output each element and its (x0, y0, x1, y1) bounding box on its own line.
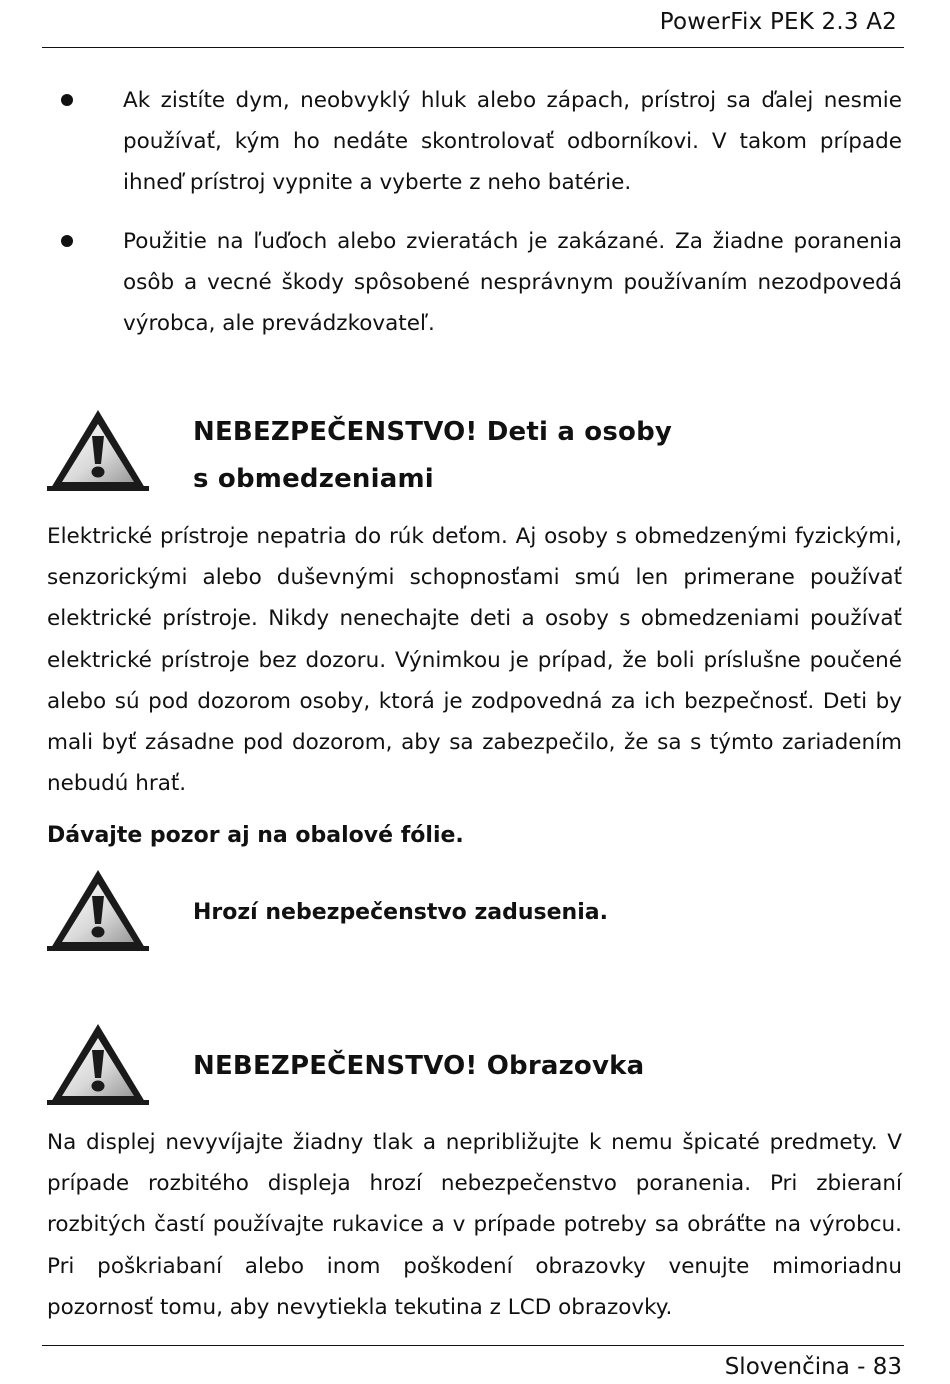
page-footer-label: Slovenčina - 83 (724, 1354, 902, 1380)
section-heading-children (193, 409, 672, 503)
heading-line: s obmedzeniami (193, 464, 434, 494)
section-heading-screen: NEBEZPEČENSTVO! Obrazovka (193, 1051, 645, 1081)
suffocation-warning: Hrozí nebezpečenstvo zadusenia. (193, 900, 608, 925)
bullet-item-smoke (47, 80, 902, 203)
bullet-text: Ak zistíte dym, neobvyklý hluk alebo zápach, prístroj sa ďalej nesmie používať, kým ho nedáte skontrolovať odborníkovi. V takom prípade ihneď prístroj vypnite a vyberte z neho batérie. (123, 88, 902, 195)
bullet-item-usage (47, 221, 902, 344)
paragraph-children: Elektrické prístroje nepatria do rúk deťom. Aj osoby s obmedzenými fyzickými, senzorickými alebo duševnými schopnosťami smú len primerane používať elektrické prístroje. Nikdy nenechajte deti a osoby s obmedzeniami používať elektrické prístroje bez dozoru. Výnimkou je prípad, že boli príslušne poučené alebo sú pod dozorom osoby, ktorá je zodpovedná za ich bezpečnosť. Deti by mali byť zásadne pod dozorom, aby sa zabezpečilo, že sa s týmto zariadením nebudú hrať. (47, 524, 902, 797)
header-divider (42, 47, 904, 48)
page-header-title: PowerFix PEK 2.3 A2 (659, 9, 897, 35)
bullet-dot (61, 94, 73, 106)
bullet-dot (61, 235, 73, 247)
paragraph-screen: Na displej nevyvíjajte žiadny tlak a nepribližujte k nemu špicaté predmety. V prípade rozbitého displeja hrozí nebezpečenstvo poranenia. Pri zbieraní rozbitých častí používajte rukavice a v prípade potreby sa obráťte na výrobcu. Pri poškriabaní alebo inom poškodení obrazovky venujte mimoriadnu pozornosť tomu, aby nevytiekla tekutina z LCD obrazovky. (47, 1130, 902, 1320)
bullet-text: Použitie na ľuďoch alebo zvieratách je zakázané. Za žiadne poranenia osôb a vecné škody spôsobené nesprávnym používaním nezodpovedá výrobca, ale prevádzkovateľ. (123, 229, 902, 336)
warning-triangle-icon (47, 1020, 149, 1106)
warning-triangle-icon (47, 406, 149, 492)
footer-divider (42, 1345, 904, 1346)
heading-line: NEBEZPEČENSTVO! Deti a osoby (193, 417, 673, 447)
foil-notice: Dávajte pozor aj na obalové fólie. (47, 823, 464, 848)
warning-triangle-icon (47, 866, 149, 952)
